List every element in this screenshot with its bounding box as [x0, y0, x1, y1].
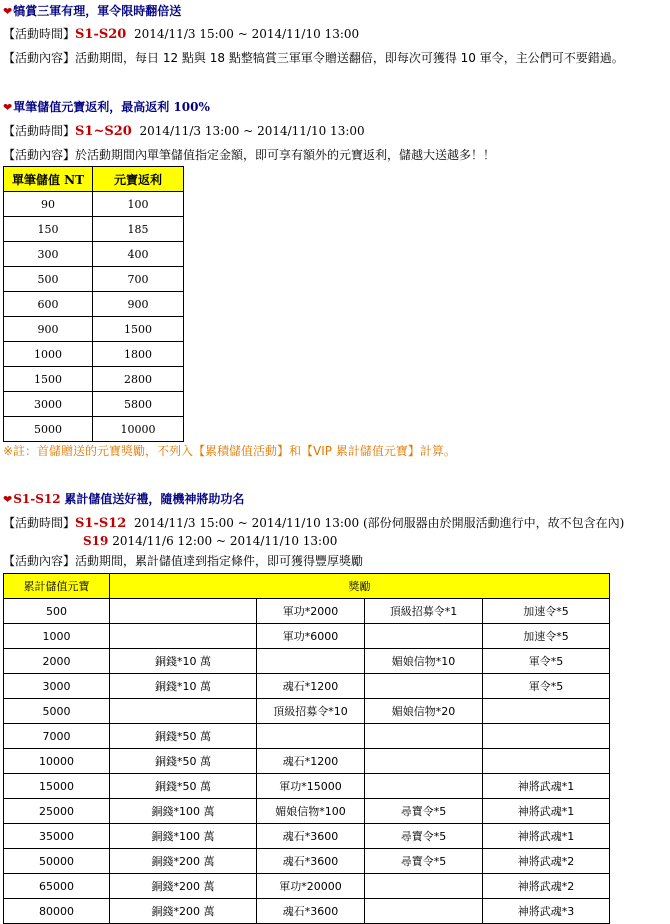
table-cell [110, 624, 257, 649]
content-label: 【活動內容】 [3, 51, 76, 65]
table-cell: 700 [93, 267, 184, 292]
table-cell: 尋寶令*5 [365, 849, 483, 874]
time-label: 【活動時間】 [3, 27, 76, 41]
table-cell: 魂石*1200 [257, 674, 365, 699]
time-label: 【活動時間】 [3, 124, 76, 138]
content-label: 【活動內容】 [3, 554, 76, 568]
table-row [4, 292, 184, 317]
table-cell: 2800 [93, 367, 184, 392]
table-cell: 1500 [93, 317, 184, 342]
table-cell: 185 [93, 217, 184, 242]
table-cell: 銅錢*200 萬 [110, 849, 257, 874]
time-value: 2014/11/3 13:00 ~ 2014/11/10 13:00 [139, 124, 365, 138]
section2-heading [3, 99, 210, 116]
table-cell [483, 724, 610, 749]
time-value: 2014/11/3 15:00 ~ 2014/11/10 13:00 (部份伺服器由於開服活動進行中，故不包含在內) [133, 516, 625, 530]
table-cell: 25000 [4, 799, 110, 824]
table-cell: 1500 [4, 367, 93, 392]
table-cell: 10000 [93, 417, 184, 442]
table-cell: 加速令*5 [483, 599, 610, 624]
table-cell: 銅錢*50 萬 [110, 749, 257, 774]
content-text: 於活動期間內單筆儲值指定金額，即可享有額外的元寶返利，儲越大送越多！！ [75, 148, 496, 162]
section3-content-line [3, 553, 363, 569]
table-cell: 神將武魂*3 [483, 899, 610, 924]
table-row [4, 649, 610, 674]
table-cell: 1800 [93, 342, 184, 367]
content-label: 【活動內容】 [3, 148, 76, 162]
table-row [4, 849, 610, 874]
table-cell: 1000 [4, 624, 110, 649]
table-row [4, 799, 610, 824]
column-header: 累計儲值元寶 [4, 574, 110, 599]
table-row [4, 599, 610, 624]
table-cell: 5000 [4, 699, 110, 724]
table-row [4, 724, 610, 749]
table-cell: 軍令*5 [483, 649, 610, 674]
table-cell: 銅錢*100 萬 [110, 824, 257, 849]
table-cell: 神將武魂*2 [483, 874, 610, 899]
table-cell: 500 [4, 599, 110, 624]
table-cell: 7000 [4, 724, 110, 749]
table-cell [110, 599, 257, 624]
table-row [4, 192, 184, 217]
servers: S19 [83, 534, 109, 548]
rebate-table [3, 166, 184, 442]
table-cell [365, 874, 483, 899]
heart-icon: ❤ [3, 5, 13, 18]
table-cell: 3000 [4, 392, 93, 417]
table-cell: 10000 [4, 749, 110, 774]
column-header: 元寶返利 [93, 167, 184, 192]
table-cell: 500 [4, 267, 93, 292]
table-cell [365, 749, 483, 774]
table-row [4, 749, 610, 774]
time-value: 2014/11/3 15:00 ~ 2014/11/10 13:00 [133, 27, 360, 41]
table-row [4, 874, 610, 899]
time-value: 2014/11/6 12:00 ~ 2014/11/10 13:00 [112, 534, 338, 548]
table-cell: 900 [4, 317, 93, 342]
table-cell: 900 [93, 292, 184, 317]
table-cell: 80000 [4, 899, 110, 924]
section1-content-line [3, 50, 624, 66]
table-cell: 300 [4, 242, 93, 267]
table-cell: 5800 [93, 392, 184, 417]
table-cell [483, 749, 610, 774]
table-cell: 尋寶令*5 [365, 824, 483, 849]
table-cell: 50000 [4, 849, 110, 874]
section3-heading [3, 491, 244, 508]
table-row [4, 699, 610, 724]
heart-icon: ❤ [3, 101, 13, 114]
table-cell [110, 699, 257, 724]
table-cell: 尋寶令*5 [365, 799, 483, 824]
table-cell: 神將武魂*1 [483, 799, 610, 824]
table-cell: 頂級招募令*10 [257, 699, 365, 724]
table-cell: 加速令*5 [483, 624, 610, 649]
reward-table [3, 573, 610, 924]
table-row [4, 624, 610, 649]
table-cell: 神將武魂*1 [483, 824, 610, 849]
table-cell: 銅錢*50 萬 [110, 774, 257, 799]
table-row [4, 267, 184, 292]
table-row [4, 899, 610, 924]
table-cell: 神將武魂*2 [483, 849, 610, 874]
table-header-row [4, 574, 610, 599]
table-cell: 銅錢*200 萬 [110, 899, 257, 924]
table-cell: 90 [4, 192, 93, 217]
servers: S1-S12 [75, 516, 127, 531]
table-row [4, 824, 610, 849]
table-cell: 65000 [4, 874, 110, 899]
table-cell: 軍令*5 [483, 674, 610, 699]
table-cell: 銅錢*10 萬 [110, 674, 257, 699]
table-cell: 150 [4, 217, 93, 242]
table-cell: 100 [93, 192, 184, 217]
time-label: 【活動時間】 [3, 516, 76, 530]
heart-icon: ❤ [3, 493, 13, 506]
table-cell [365, 624, 483, 649]
table-cell: 2000 [4, 649, 110, 674]
section3-time-line-2 [83, 533, 337, 549]
table-cell: 魂石*3600 [257, 849, 365, 874]
table-cell: 軍功*15000 [257, 774, 365, 799]
table-cell [483, 699, 610, 724]
table-row [4, 774, 610, 799]
column-header: 單筆儲值 NT [4, 167, 93, 192]
table-cell: 銅錢*200 萬 [110, 874, 257, 899]
table-cell: 35000 [4, 824, 110, 849]
servers: S1-S20 [75, 27, 127, 42]
content-text: 活動期間，累計儲值達到指定條件，即可獲得豐厚獎勵 [75, 554, 364, 568]
table-cell [365, 774, 483, 799]
table-cell: 銅錢*100 萬 [110, 799, 257, 824]
table-cell: 600 [4, 292, 93, 317]
table-cell: 媚娘信物*20 [365, 699, 483, 724]
table-cell [365, 674, 483, 699]
table-cell: 3000 [4, 674, 110, 699]
table-cell: 15000 [4, 774, 110, 799]
title-servers: S1-S12 [13, 492, 61, 506]
section2-note [3, 443, 456, 459]
section2-title: 單筆儲值元寶返利，最高返利 100% [13, 100, 210, 114]
section3-time-line [3, 515, 624, 532]
table-cell: 1000 [4, 342, 93, 367]
table-cell: 軍功*6000 [257, 624, 365, 649]
table-row [4, 674, 610, 699]
table-cell [257, 724, 365, 749]
table-row [4, 417, 184, 442]
servers: S1~S20 [75, 124, 132, 139]
table-cell: 400 [93, 242, 184, 267]
note-text: ※註：首儲贈送的元寶獎勵，不列入【累積儲值活動】和【VIP 累計儲值元寶】計算。 [3, 444, 456, 458]
table-cell: 頂級招募令*1 [365, 599, 483, 624]
table-row [4, 242, 184, 267]
column-header: 獎勵 [110, 574, 610, 599]
section3-title: 累計儲值送好禮，隨機神將助功名 [64, 492, 245, 506]
table-cell [257, 649, 365, 674]
section2-content-line [3, 147, 495, 163]
table-row [4, 392, 184, 417]
table-cell: 媚娘信物*10 [365, 649, 483, 674]
table-row [4, 317, 184, 342]
table-cell [365, 724, 483, 749]
table-header-row [4, 167, 184, 192]
section2-time-line [3, 123, 365, 140]
table-cell: 銅錢*50 萬 [110, 724, 257, 749]
table-row [4, 217, 184, 242]
table-cell [365, 899, 483, 924]
table-cell: 軍功*2000 [257, 599, 365, 624]
section1-time-line [3, 26, 359, 43]
section1-heading [3, 3, 181, 20]
table-cell: 銅錢*10 萬 [110, 649, 257, 674]
section1-title: 犒賞三軍有理，軍令限時翻倍送 [13, 4, 182, 18]
table-row [4, 342, 184, 367]
table-cell: 魂石*1200 [257, 749, 365, 774]
table-cell: 媚娘信物*100 [257, 799, 365, 824]
content-text: 活動期間，每日 12 點與 18 點整犒賞三軍軍令贈送翻倍，即每次可獲得 10 軍令，主公們可不要錯過。 [75, 51, 624, 65]
table-cell: 魂石*3600 [257, 824, 365, 849]
table-cell: 神將武魂*1 [483, 774, 610, 799]
table-row [4, 367, 184, 392]
table-cell: 魂石*3600 [257, 899, 365, 924]
table-cell: 5000 [4, 417, 93, 442]
table-cell: 軍功*20000 [257, 874, 365, 899]
